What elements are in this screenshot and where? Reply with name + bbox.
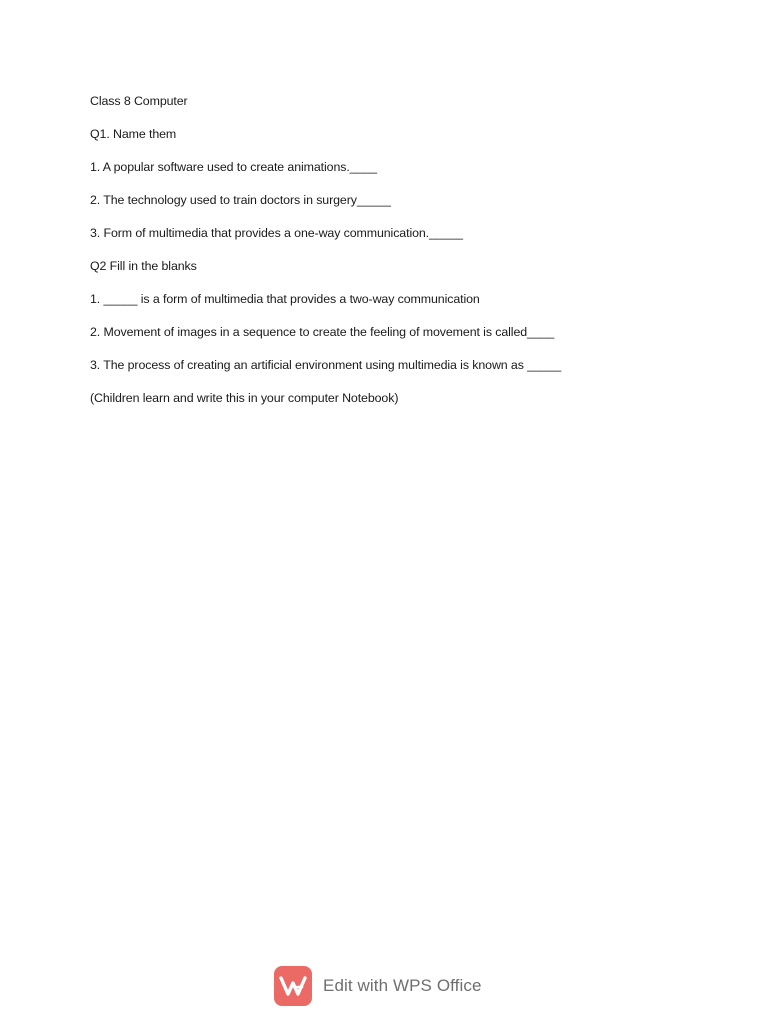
q1-item-1: 1. A popular software used to create animations.____ bbox=[90, 160, 377, 174]
q2-item-1: 1. _____ is a form of multimedia that provides a two-way communication bbox=[90, 292, 480, 306]
q1-item-2: 2. The technology used to train doctors in surgery_____ bbox=[90, 193, 391, 207]
wps-logo-glyph bbox=[278, 973, 308, 999]
wps-logo-icon bbox=[274, 966, 312, 1006]
q1-heading: Q1. Name them bbox=[90, 127, 177, 141]
q2-item-3: 3. The process of creating an artificial environment using multimedia is known as _____ bbox=[90, 358, 562, 372]
document-page bbox=[90, 93, 710, 423]
wps-badge-label[interactable]: Edit with WPS Office bbox=[323, 975, 482, 995]
document-title: Class 8 Computer bbox=[90, 94, 188, 108]
q1-item-3: 3. Form of multimedia that provides a one-way communication._____ bbox=[90, 226, 463, 240]
q2-heading: Q2 Fill in the blanks bbox=[90, 259, 197, 273]
edit-with-wps-badge[interactable] bbox=[274, 965, 482, 1006]
closing-note: (Children learn and write this in your computer Notebook) bbox=[90, 391, 399, 405]
q2-item-2: 2. Movement of images in a sequence to create the feeling of movement is called____ bbox=[90, 325, 555, 339]
